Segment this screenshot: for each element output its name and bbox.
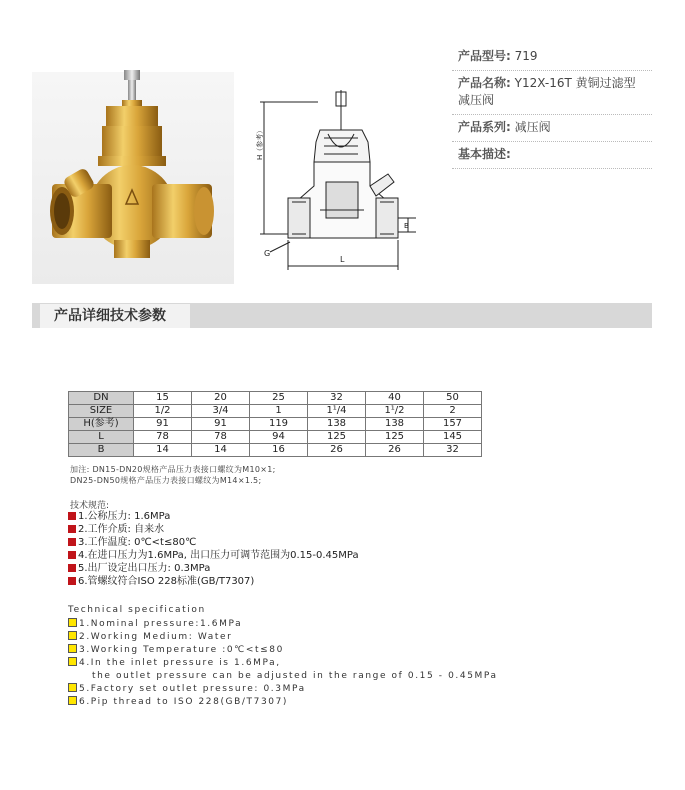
table-head-cell: SIZE [69, 405, 134, 418]
list-item-continued [68, 670, 498, 683]
table-cell: 14 [192, 444, 250, 457]
list-item [68, 657, 498, 670]
technical-drawing [258, 90, 428, 276]
spec-en-item: 5.Factory set outlet pressure: 0.3MPa [79, 684, 306, 694]
spec-en-item: 1.Nominal pressure:1.6MPa [79, 619, 243, 629]
series-row [452, 115, 652, 142]
yellow-square-icon [68, 657, 77, 666]
desc-row [452, 142, 652, 169]
red-square-icon [68, 525, 76, 533]
spec-en-item: 2.Working Medium: Water [79, 632, 233, 642]
table-cell: 78 [134, 431, 192, 444]
spec-en-item: the outlet pressure can be adjusted in the range of 0.15 - 0.45MPa [92, 671, 498, 681]
spec-cn-item: 2.工作介质: 自来水 [78, 524, 165, 535]
list-item [68, 523, 359, 536]
table-head-cell: B [69, 444, 134, 457]
red-square-icon [68, 512, 76, 520]
table-cell: 20 [192, 392, 250, 405]
table-row [69, 418, 482, 431]
table-row [69, 392, 482, 405]
yellow-square-icon [68, 644, 77, 653]
spec-cn-item: 6.管螺纹符合ISO 228标准(GB/T7307) [78, 576, 255, 587]
list-item [68, 618, 498, 631]
spec-table [68, 391, 482, 457]
note-line-1: 加注: DN15-DN20规格产品压力表接口螺纹为M10×1; [70, 465, 276, 474]
yellow-square-icon [68, 683, 77, 692]
desc-label: 基本描述: [458, 147, 511, 161]
table-cell: 91 [192, 418, 250, 431]
spec-cn-item: 1.公称压力: 1.6MPa [78, 511, 171, 522]
table-cell: 40 [366, 392, 424, 405]
spec-en-item: 4.In the inlet pressure is 1.6MPa, [79, 658, 281, 668]
name-row [452, 71, 652, 115]
dim-b-label: B [404, 222, 409, 230]
list-item [68, 683, 498, 696]
product-photo [32, 72, 234, 284]
spec-cn-item: 4.在进口压力为1.6MPa, 出口压力可调节范围为0.15-0.45MPa [78, 550, 359, 561]
model-row [452, 44, 652, 71]
table-cell: 25 [250, 392, 308, 405]
name-value: Y12X-16T 黄铜过滤型减压阀 [458, 76, 636, 107]
spec-cn-title: 技术规范: [70, 501, 110, 511]
table-cell: 78 [192, 431, 250, 444]
model-value: 719 [514, 49, 538, 63]
table-row [69, 444, 482, 457]
red-square-icon [68, 538, 76, 546]
spec-cn-item: 5.出厂设定出口压力: 0.3MPa [78, 563, 211, 574]
table-cell: 16 [250, 444, 308, 457]
table-cell: 138 [366, 418, 424, 431]
table-head-cell: H(参考) [69, 418, 134, 431]
table-cell: 26 [366, 444, 424, 457]
spec-cn-list [68, 510, 359, 588]
model-label: 产品型号: [458, 49, 511, 63]
list-item [68, 696, 498, 709]
table-cell: 1/2 [134, 405, 192, 418]
red-square-icon [68, 564, 76, 572]
spec-en-item: 6.Pip thread to ISO 228(GB/T7307) [79, 697, 289, 707]
name-label: 产品名称: [458, 76, 511, 90]
product-info-panel [452, 44, 652, 169]
table-cell: 125 [366, 431, 424, 444]
table-cell: 32 [424, 444, 482, 457]
spec-en-list [68, 618, 498, 709]
table-cell: 94 [250, 431, 308, 444]
table-cell: 119 [250, 418, 308, 431]
table-cell: 145 [424, 431, 482, 444]
red-square-icon [68, 577, 76, 585]
table-cell: 15 [134, 392, 192, 405]
table-cell: 1¹/4 [308, 405, 366, 418]
table-cell: 91 [134, 418, 192, 431]
spec-en-title: Technical specification [68, 605, 206, 615]
table-cell: 125 [308, 431, 366, 444]
list-item [68, 631, 498, 644]
table-cell: 1¹/2 [366, 405, 424, 418]
note-line-2: DN25-DN50规格产品压力表接口螺纹为M14×1.5; [70, 476, 262, 485]
list-item [68, 562, 359, 575]
dim-g-label: G [264, 249, 271, 258]
dim-h-label: H（参考） [256, 126, 264, 160]
table-cell: 26 [308, 444, 366, 457]
table-row [69, 431, 482, 444]
yellow-square-icon [68, 631, 77, 640]
series-label: 产品系列: [458, 120, 511, 134]
table-head-cell: DN [69, 392, 134, 405]
table-row [69, 405, 482, 418]
table-cell: 2 [424, 405, 482, 418]
table-cell: 157 [424, 418, 482, 431]
spec-en-item: 3.Working Temperature :0℃<t≤80 [79, 645, 284, 655]
yellow-square-icon [68, 696, 77, 705]
table-cell: 138 [308, 418, 366, 431]
red-square-icon [68, 551, 76, 559]
table-head-cell: L [69, 431, 134, 444]
list-item [68, 644, 498, 657]
table-cell: 1 [250, 405, 308, 418]
table-cell: 3/4 [192, 405, 250, 418]
table-cell: 32 [308, 392, 366, 405]
list-item [68, 549, 359, 562]
spec-cn-item: 3.工作温度: 0℃<t≤80℃ [78, 537, 197, 548]
series-value: 减压阀 [514, 120, 551, 134]
table-cell: 14 [134, 444, 192, 457]
list-item [68, 536, 359, 549]
section-title: 产品详细技术参数 [40, 304, 190, 328]
list-item [68, 575, 359, 588]
yellow-square-icon [68, 618, 77, 627]
dim-l-label: L [340, 255, 345, 264]
table-cell: 50 [424, 392, 482, 405]
list-item [68, 510, 359, 523]
